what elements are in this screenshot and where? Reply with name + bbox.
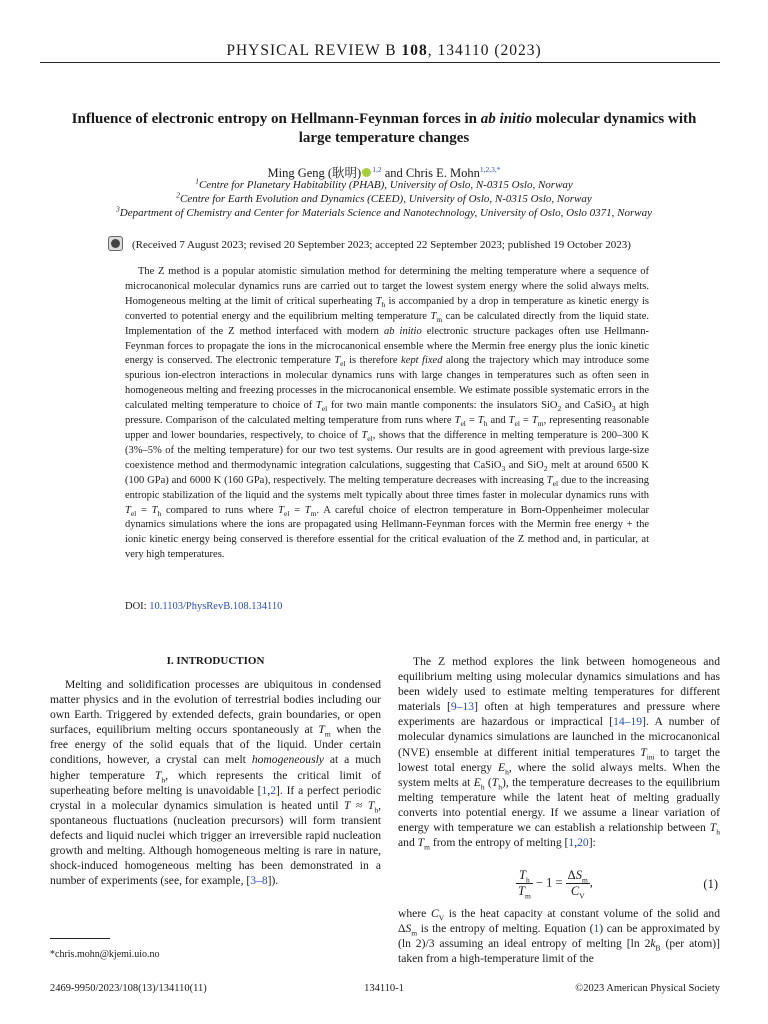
left-column-text: Melting and solidification processes are ubiquitous in condensed matter physics and in the evolution of terrestrial bodies including our own Earth. Triggered by extended defects, grain boundaries, or open surfaces, equilibrium melting occurs spontaneously at $T_m$ when the free energy of the solid equals that of the liquid. Under certain conditions, however, a crystal can melt homogeneously at a much higher temperature $T_h$, which represents the critical limit of superheating before melting is unavoidable [1,2]. If a perfect periodic crystal in a molecular dynamics simulation is heated until $T \approx T_h$, spontaneous fluctuations (nucleation precursors) will form transient defects and liquid nuclei which trigger an irreversible rapid nucleation growth and melting. Although homogeneous melting is rare in nature, shock-induced homogeneous melting has been demonstrated in a number of experiments (see, for example, [3–8]). [50,678,381,888]
affiliation-number: 2 [176,190,180,200]
paper-title [60,110,708,148]
affiliation-2 [0,190,768,205]
journal-header [0,42,768,60]
orcid-icon[interactable] [362,168,371,177]
author-1: Ming Geng (耿明) [267,166,362,180]
journal-article-ref: , 134110 (2023) [427,42,542,59]
journal-volume: 108 [401,42,428,59]
right-column-continuation: where $C_V$ is the heat capacity at constant volume of the solid and $\Delta S_m$ is the entropy of melting. Equation (1) can be approximated by (ln 2)/3 assuming an ideal entropy of melting [ln $2k_B$ (per atom)] taken from a high-temperature limit of the [398,907,721,966]
header-rule [40,62,720,63]
journal-name: PHYSICAL REVIEW B [226,42,397,59]
affiliation-text: Centre for Planetary Habitability (PHAB), University of Oslo, N-0315 Oslo, Norway [198,179,573,191]
affiliation-text: Centre for Earth Evolution and Dynamics (CEED), University of Oslo, N-0315 Oslo, Norway [179,193,592,205]
received-text: (Received 7 August 2023; revised 20 September 2023; accepted 22 September 2023; published 19 October 2023) [132,239,631,251]
affiliation-3 [0,204,768,219]
doi [125,601,282,612]
equation-link[interactable]: 1 [593,922,600,936]
right-column-text: The Z method explores the link between homogeneous and equilibrium melting using molecular dynamics simulations and has been widely used to estimate melting temperatures for different materials [9–13] often at high temperatures and pressure where experiments are hazardous or impractical [14–19]. A number of molecular dynamics simulations are launched in the microcanonical (NVE) ensemble at different initial temperatures $T_{ini}$ to target the lowest total energy $E_h$, where the solid always melts. When the system melts at $E_h$ $(T_h)$, the temperature decreases to the equilibrium melting temperature while the latent heat of melting gradually converts into potential energy. If we assume a linear variation of energy with temperature we can establish a relationship between $T_h$ and $T_m$ from the entropy of melting [1,20]: [398,655,721,852]
doi-link[interactable]: 10.1103/PhysRevB.108.134110 [149,601,283,612]
title-text-1: Influence of electronic entropy on Hellmann-Feynman forces in [71,111,481,127]
received-dates [108,236,631,251]
footer-page-number: 134110-1 [364,983,404,994]
footer-copyright: ©2023 American Physical Society [575,983,720,994]
citation-link[interactable]: 2 [270,783,277,797]
citation-link[interactable]: 20 [577,836,589,850]
title-text-2: molecular dynamics with large temperature changes [298,111,697,146]
equation-1 [398,868,720,902]
citation-link[interactable]: 9–13 [450,700,475,714]
citation-link[interactable]: 3–8 [250,874,268,888]
footer-issn: 2469-9950/2023/108(13)/134110(11) [50,983,207,994]
affiliation-number: 3 [116,204,120,214]
affiliation-text: Department of Chemistry and Center for Materials Science and Nanotechnology, University of Oslo, Oslo 0371, Norway [119,207,652,219]
affiliation-1 [0,176,768,191]
creative-commons-icon[interactable] [108,236,123,251]
abstract: The Z method is a popular atomistic simulation method for determining the melting temperature where a sequence of microcanonical molecular dynamics runs are carried out to target the lowest system energy where the solid always melts. Homogeneous melting at the limit of critical superheating $T_h$ is accompanied by a drop in temperature as kinetic energy is converted to potential energy and the equilibrium melting temperature $T_m$ can be calculated directly from the liquid state. Implementation of the Z method interfaced with modern ab initio electronic structure packages often use Hellmann-Feynman forces to propagate the ions in the microcanonical ensemble where the Mermin free energy plus the ionic kinetic energy is conserved. The electronic temperature $T_{el}$ is therefore kept fixed along the trajectory which may introduce some spurious ion-electron interactions in molecular dynamics runs with large changes in temperatures such as often seen in homogeneous melting and freezing processes in the microcanonical ensemble. We estimate possible systematic errors in the calculated melting temperature to choice of $T_{el}$ for two main mantle components: the insulators SiO$_2$ and CaSiO$_3$ at high pressure. Comparison of the calculated melting temperature from runs where $T_{el} = T_h$ and $T_{el} = T_m$, representing reasonable upper and lower boundaries, respectively, to choice of $T_{el}$, shows that the difference in melting temperature is 200–300 K (3%–5% of the melting temperature) for our two test systems. Our results are in good agreement with previous large-size coexistence method and thermodynamic integration calculations, suggesting that CaSiO$_3$ and SiO$_2$ melt at around 6500 K (100 GPa) and 6000 K (160 GPa), respectively. The melting temperature decreases with increasing $T_{el}$ due to the increasing entropic stabilization of the liquid and the systems melt typically about three times faster in molecular dynamics runs with $T_{el} = T_h$ compared to runs where $T_{el} = T_m$. A careful choice of electron temperature in Born-Oppenheimer molecular dynamics simulations where the ions are propagated using Hellmann-Feynman forces with the Mermin free energy + the ionic kinetic energy being conserved is therefore essential for the critical evaluation of the Z method and, in particular, at very high temperatures. [125,266,650,561]
author-2: and Chris E. Mohn [381,166,480,180]
corresponding-author-email[interactable]: *chris.mohn@kjemi.uio.no [50,949,160,960]
author-1-affiliation[interactable]: 1,2 [372,164,382,174]
citation-link[interactable]: 14–19 [613,715,643,729]
equation-number: (1) [703,877,718,891]
footnote-rule [50,938,110,939]
section-heading: I. INTRODUCTION [166,655,265,667]
affiliation-number: 1 [195,176,199,186]
citation-link[interactable]: 1 [568,836,575,850]
doi-label: DOI: [125,601,150,612]
equation-body: $\frac{T_h}{T_m}$ − 1 = $\frac{\Delta S_m}{C_V}$ , [518,868,593,901]
title-italic: ab initio [480,111,533,127]
citation-link[interactable]: 1 [261,783,268,797]
author-2-affiliation[interactable]: 1,2,3,* [479,164,501,174]
